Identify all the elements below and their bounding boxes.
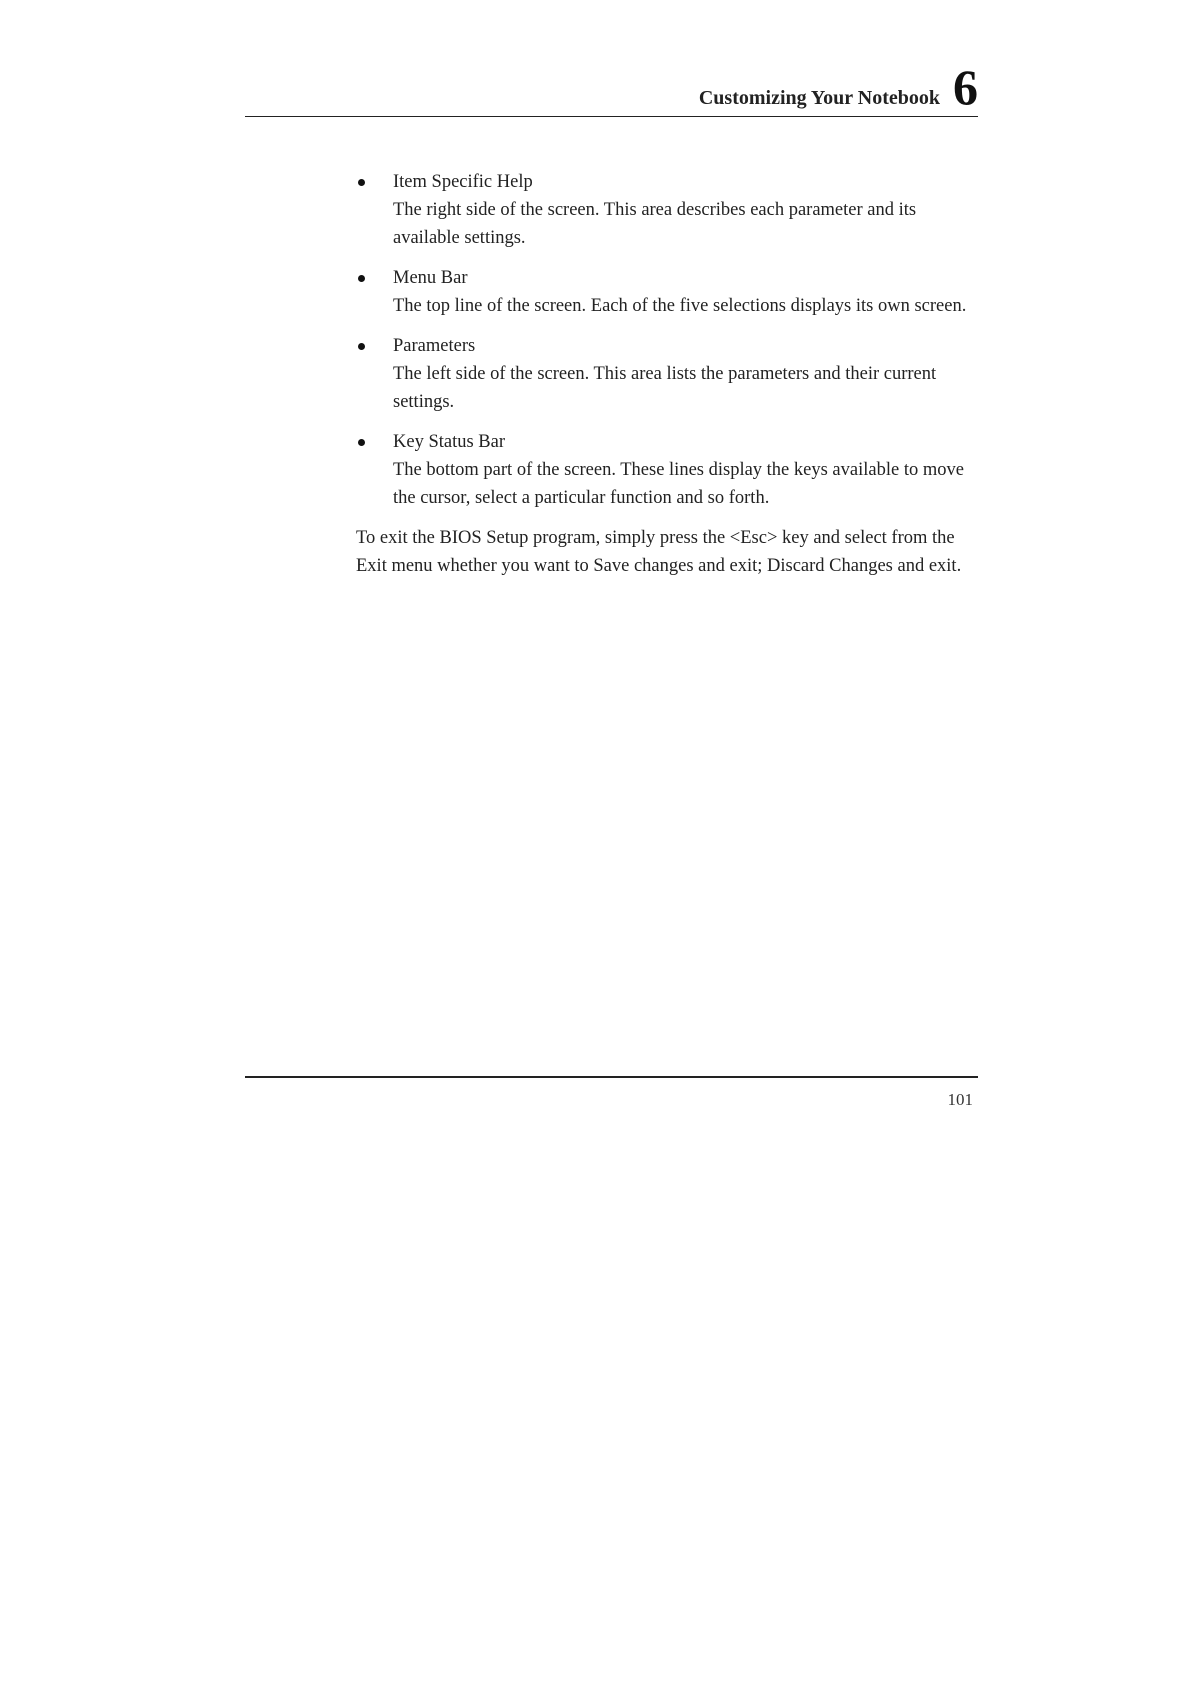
list-item [356,264,976,320]
item-title: Parameters [393,336,476,356]
bullet-icon [358,275,365,282]
item-description: The right side of the screen. This area describes each parameter and its available settings. [393,200,917,248]
closing-paragraph: To exit the BIOS Setup program, simply press the <Esc> key and select from the Exit menu whether you want to Save changes and exit; Discard Changes and exit. [356,528,962,576]
item-description: The bottom part of the screen. These lines display the keys available to move the cursor, select a particular function and so forth. [393,460,964,508]
item-title: Item Specific Help [393,172,533,192]
item-description: The left side of the screen. This area lists the parameters and their current settings. [393,364,937,412]
page-number: 101 [947,1090,973,1109]
page-header [245,60,978,117]
chapter-number: 6 [953,59,978,115]
footer-rule [245,1076,978,1078]
item-title: Menu Bar [393,268,468,288]
bullet-list [356,168,976,512]
list-item [356,168,976,252]
bullet-icon [358,179,365,186]
item-description: The top line of the screen. Each of the five selections displays its own screen. [393,296,967,316]
item-title: Key Status Bar [393,432,506,452]
bullet-icon [358,439,365,446]
bullet-icon [358,343,365,350]
main-content [356,168,976,580]
header-title: Customizing Your Notebook [698,87,940,109]
list-item [356,428,976,512]
list-item [356,332,976,416]
